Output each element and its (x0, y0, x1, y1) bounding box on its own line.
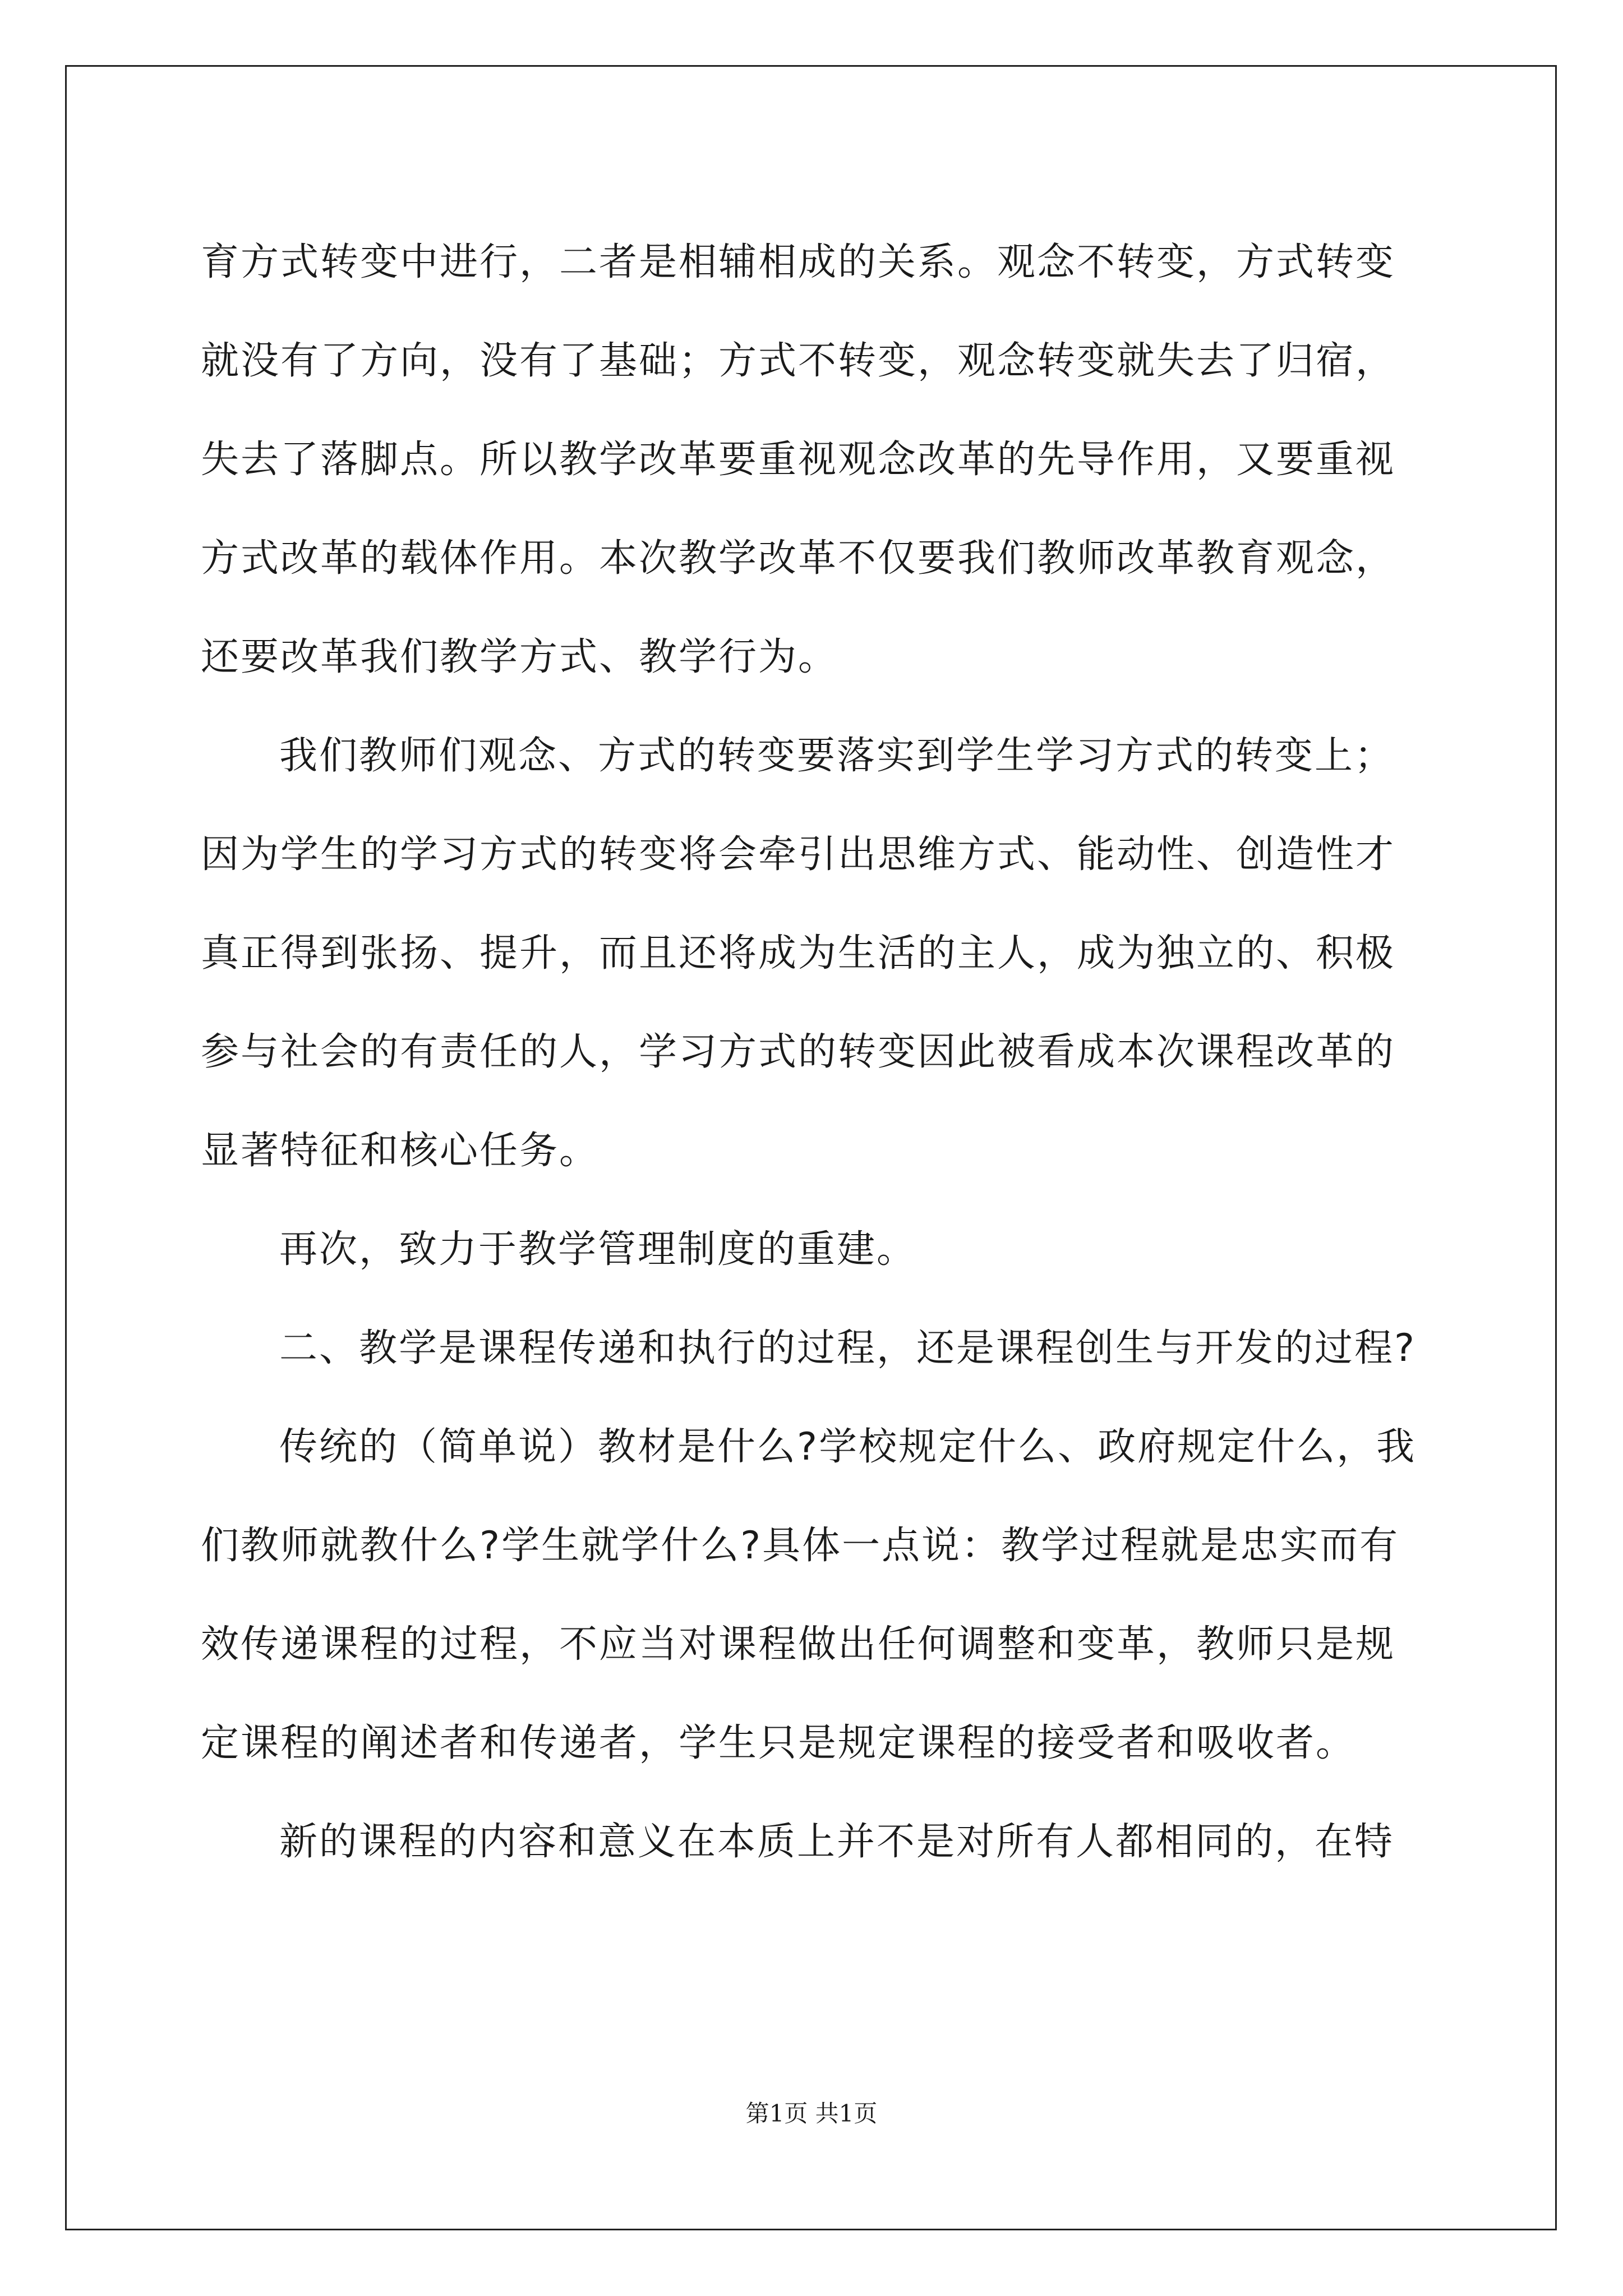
text-line-2: 就没有了方向，没有了基础；方式不转变，观念转变就失去了归宿， (201, 339, 1396, 383)
text-line-14: 们教师就教什么?学生就学什么?具体一点说：教学过程就是忠实而有 (201, 1524, 1400, 1568)
text-line-5: 还要改革我们教学方式、教学行为。 (201, 635, 838, 679)
text-line-1: 育方式转变中进行，二者是相辅相成的关系。观念不转变，方式转变 (201, 240, 1396, 284)
text-line-7: 因为学生的学习方式的转变将会牵引出思维方式、能动性、创造性才 (201, 832, 1396, 877)
text-line-8: 真正得到张扬、提升，而且还将成为生活的主人，成为独立的、积极 (201, 931, 1396, 976)
text-line-17: 新的课程的内容和意义在本质上并不是对所有人都相同的，在特 (279, 1820, 1395, 1864)
text-line-3: 失去了落脚点。所以教学改革要重视观念改革的先导作用，又要重视 (201, 438, 1396, 482)
text-line-9: 参与社会的有责任的人，学习方式的转变因此被看成本次课程改革的 (201, 1030, 1396, 1074)
text-line-12: 二、教学是课程传递和执行的过程，还是课程创生与开发的过程? (279, 1326, 1417, 1370)
document-body (201, 213, 1435, 1892)
text-line-16: 定课程的阐述者和传递者，学生只是规定课程的接受者和吸收者。 (201, 1721, 1356, 1765)
text-line-13: 传统的（简单说）教材是什么?学校规定什么、政府规定什么，我 (279, 1425, 1417, 1469)
page-footer (0, 2095, 1623, 2129)
text-line-10: 显著特征和核心任务。 (201, 1129, 600, 1173)
text-line-15: 效传递课程的过程，不应当对课程做出任何调整和变革，教师只是规 (201, 1622, 1396, 1667)
page-number: 第1页 共1页 (745, 2100, 878, 2127)
text-line-11: 再次，致力于教学管理制度的重建。 (279, 1227, 917, 1272)
text-line-4: 方式改革的载体作用。本次教学改革不仅要我们教师改革教育观念， (201, 536, 1396, 581)
text-line-6: 我们教师们观念、方式的转变要落实到学生学习方式的转变上； (279, 734, 1395, 778)
